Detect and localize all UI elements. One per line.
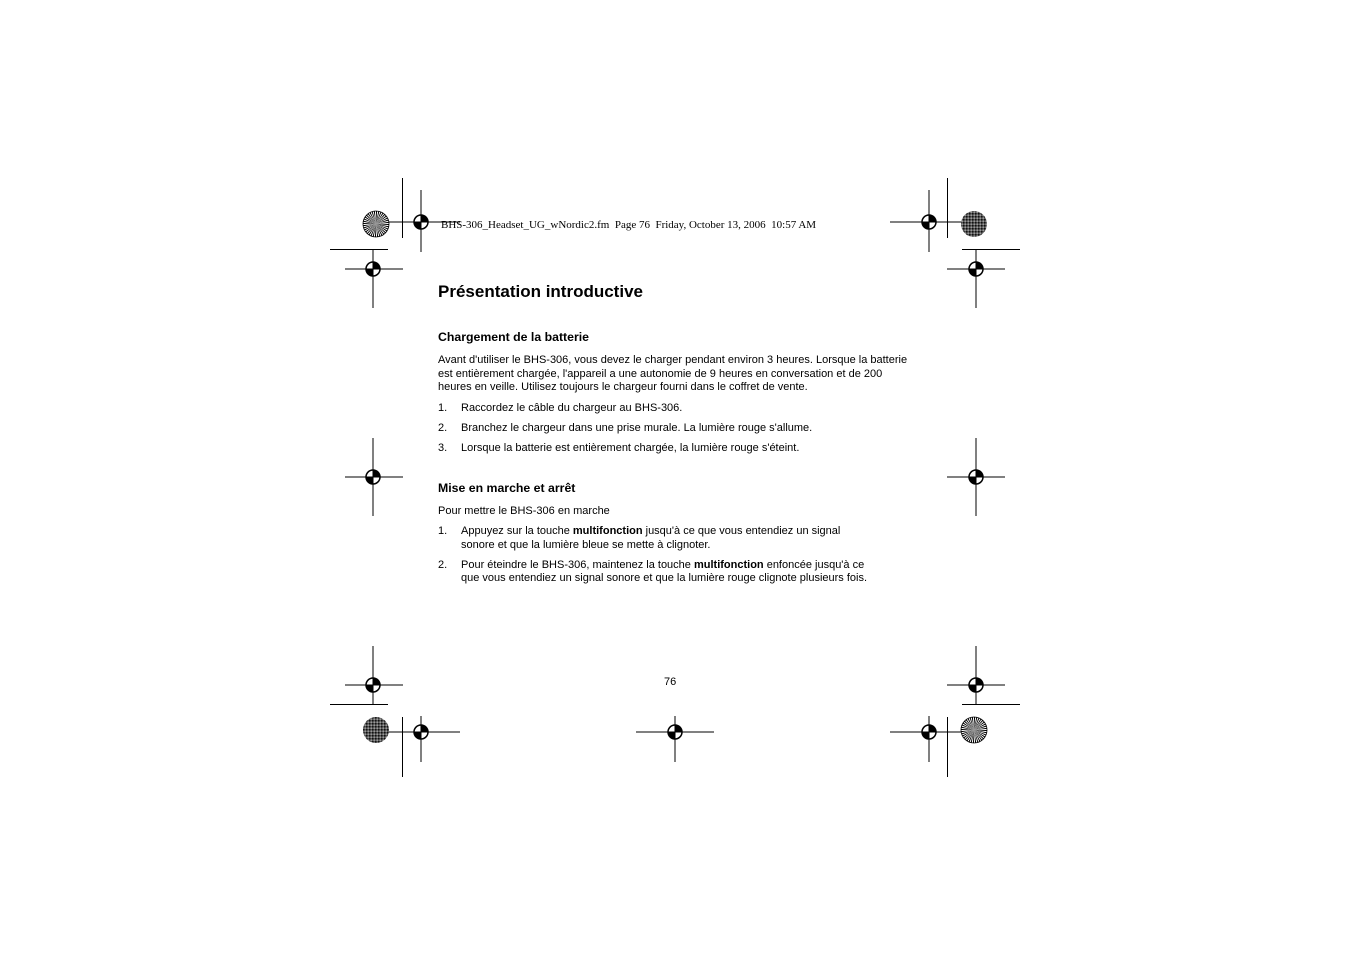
registration-target-bottom-left: [382, 716, 460, 762]
step-text: Raccordez le câble du chargeur au BHS-306.: [461, 401, 683, 414]
step-text-before: Pour éteindre le BHS-306, maintenez la touche: [461, 558, 694, 571]
step-text-after: enfoncée jusqu'à ce que vous entendiez un signal sonore et que la lumière rouge clignote plusieurs fois.: [461, 558, 868, 585]
step-item: [438, 442, 908, 456]
section-intro-power: Pour mettre le BHS-306 en marche: [438, 504, 610, 517]
registration-target-bottom-right: [890, 716, 968, 762]
star-target-bottom-right: [961, 717, 987, 743]
step-text-after: jusqu'à ce que vous entendiez un signal sonore et que la lumière bleue se mette à clignoter.: [461, 525, 841, 551]
file-info-header: BHS-306_Headset_UG_wNordic2.fm Page 76 Friday, October 13, 2006 10:57 AM: [441, 219, 817, 231]
registration-target-right-upper: [947, 249, 1005, 308]
step-emphasis: multifonction: [693, 558, 764, 571]
steps-list-power: [438, 525, 868, 586]
step-number: 3.: [438, 441, 448, 454]
step-item: [438, 559, 868, 586]
step-number: 1.: [438, 401, 448, 414]
step-number: 1.: [438, 525, 448, 538]
step-number: 2.: [438, 558, 448, 571]
steps-list-charging: [438, 402, 908, 456]
page-title: Présentation introductive: [438, 282, 643, 301]
page-number: 76: [664, 676, 677, 688]
document-body: [438, 280, 908, 586]
star-target-top-left: [363, 211, 389, 237]
step-item: [438, 525, 868, 552]
registration-target-right-middle: [947, 438, 1005, 516]
step-text: Lorsque la batterie est entièrement chargée, la lumière rouge s'éteint.: [461, 441, 800, 454]
registration-target-top-right: [890, 190, 968, 252]
step-text: Branchez le chargeur dans une prise murale. La lumière rouge s'allume.: [461, 421, 813, 434]
step-item: [438, 402, 908, 416]
section-heading-charging: Chargement de la batterie: [438, 330, 590, 344]
step-item: [438, 422, 908, 436]
section-intro-charging: Avant d'utiliser le BHS-306, vous devez le charger pendant environ 3 heures. Lorsque la batterie est entièrement chargée, l'appareil a une autonomie de 9 heures en conversation et de 200 heures en veille. Utilisez toujours le chargeur fourni dans le coffret de vente.: [438, 354, 908, 394]
density-patch-bottom-left: [363, 717, 389, 743]
section-heading-power: Mise en marche et arrêt: [438, 480, 576, 495]
registration-target-right-lower: [947, 646, 1005, 704]
registration-target-left-middle: [345, 438, 403, 516]
registration-target-left-upper: [345, 249, 403, 308]
registration-target-bottom-center: [636, 716, 714, 762]
registration-target-left-lower: [345, 646, 403, 704]
step-number: 2.: [438, 421, 448, 434]
step-emphasis: multifonction: [572, 525, 643, 538]
step-text-before: Appuyez sur la touche: [461, 525, 573, 538]
density-patch-top-right: [961, 211, 987, 237]
